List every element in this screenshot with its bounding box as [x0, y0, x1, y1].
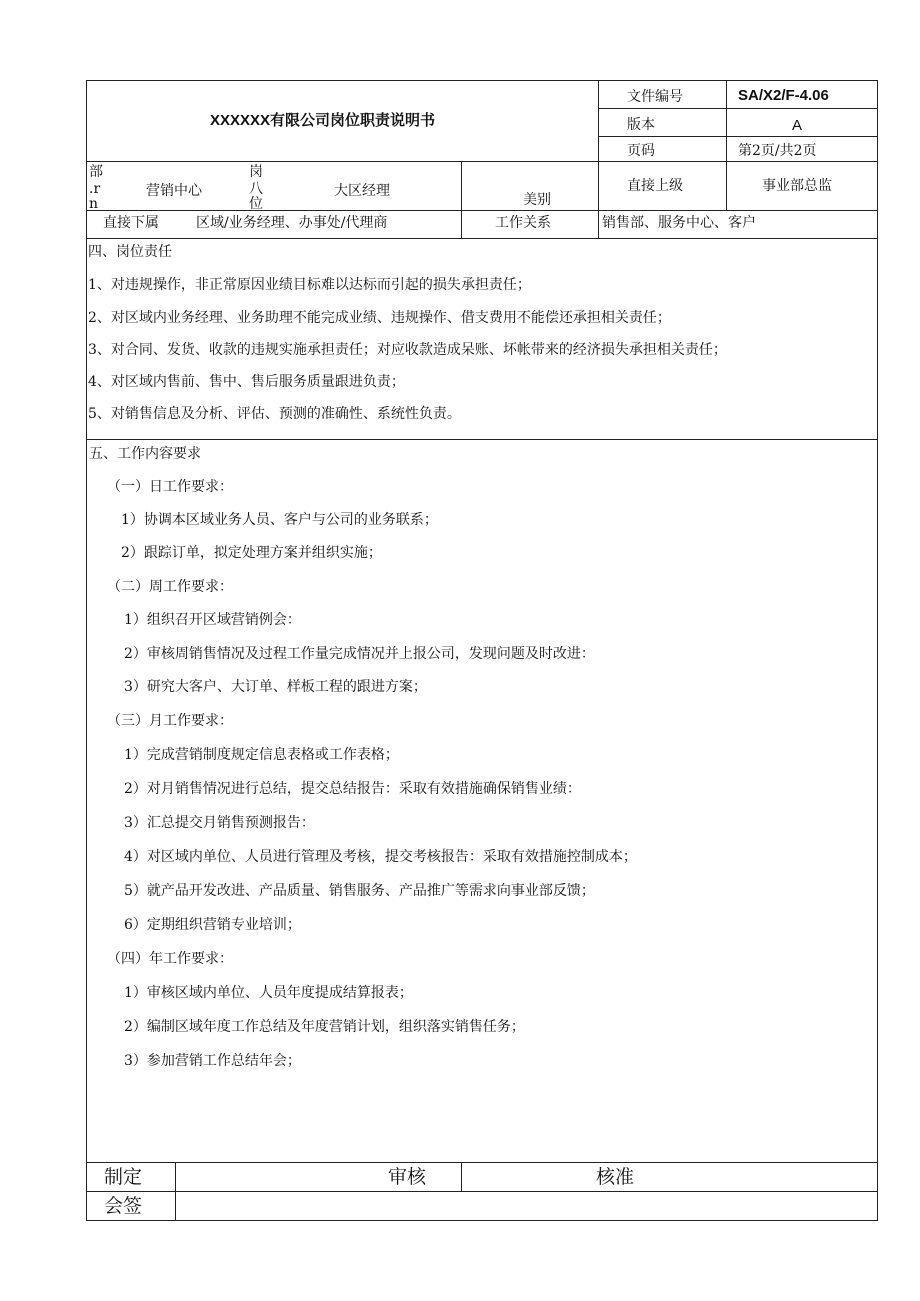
monthly-item-1: 1）完成营销制度规定信息表格或工作表格； — [124, 747, 399, 763]
weekly-item-3: 3）研究大客户、大订单、样板工程的跟进方案； — [124, 679, 427, 695]
version-value: A — [792, 117, 803, 134]
dept-value: 营销中心 — [146, 183, 202, 199]
yearly-item-1: 1）审核区域内单位、人员年度提成结算报表； — [124, 985, 413, 1001]
line-info-v1 — [461, 161, 462, 238]
line-footer-v1 — [175, 1162, 176, 1220]
section4-item-3: 3、对合同、发货、收款的违规实施承担责任；对应收款造成呆账、坏帐带来的经济损失承担相关责任； — [88, 342, 727, 358]
dept-label: 部 — [89, 164, 103, 180]
line-footer-2 — [86, 1191, 878, 1192]
post-label-3: 位 — [249, 196, 263, 212]
daily-item-2: 2）跟踪订单，拟定处理方案并组织实施； — [121, 545, 382, 561]
page-label: 页码 — [627, 143, 655, 159]
section4-item-4: 4、对区域内售前、售中、售后服务质量跟进负责； — [88, 374, 405, 390]
superior-label: 直接上级 — [627, 178, 683, 194]
dept-label-2: .r — [89, 181, 101, 197]
relation-label: 工作关系 — [495, 215, 551, 231]
daily-title: （一）日工作要求： — [107, 479, 233, 495]
yearly-item-2: 2）编制区域年度工作总结及年度营销计划，组织落实销售任务； — [124, 1019, 525, 1035]
subordinate-value: 区域/业务经理、办事处/代理商 — [196, 215, 388, 231]
made-label: 制定 — [104, 1166, 143, 1188]
version-label: 版本 — [627, 117, 655, 133]
monthly-item-6: 6）定期组织营销专业培训； — [124, 917, 301, 933]
doc-title: XXXXXX有限公司岗位职责说明书 — [210, 112, 436, 129]
daily-item-1: 1）协调本区域业务人员、客户与公司的业务联系； — [121, 512, 438, 528]
superior-value: 事业部总监 — [762, 178, 832, 194]
monthly-item-5: 5）就产品开发改进、产品质量、销售服务、产品推广等需求向事业部反馈； — [124, 883, 595, 899]
line-info-1 — [86, 210, 878, 211]
section4-item-2: 2、对区域内业务经理、业务助理不能完成业绩、违规操作、借支费用不能偿还承担相关责任； — [88, 310, 671, 326]
yearly-item-3: 3）参加营销工作总结年会； — [124, 1053, 301, 1069]
line-header-v2 — [726, 80, 727, 161]
yearly-title: （四）年工作要求： — [107, 951, 233, 967]
line-right — [877, 80, 878, 1221]
relation-value: 销售部、服务中心、客户 — [602, 215, 756, 231]
section4-item-5: 5、对销售信息及分析、评估、预测的准确性、系统性负责。 — [88, 406, 461, 422]
doc-no-label: 文件编号 — [627, 89, 683, 105]
weekly-item-1: 1）组织召开区域营销例会： — [124, 612, 301, 628]
weekly-item-2: 2）审核周销售情况及过程工作量完成情况并上报公司，发现问题及时改进： — [124, 646, 595, 662]
line-top — [86, 80, 878, 81]
line-footer-v2 — [461, 1162, 462, 1191]
post-label: 岗 — [249, 164, 263, 180]
doc-no-value: SA/X2/F-4.06 — [738, 87, 829, 104]
dept-label-3: n — [89, 196, 99, 212]
line-header-bottom — [86, 161, 878, 162]
section5-title: 五、工作内容要求 — [89, 446, 201, 462]
line-info-v2 — [726, 161, 727, 210]
monthly-title: （三）月工作要求： — [107, 713, 233, 729]
line-header-r1 — [598, 108, 878, 109]
subordinate-label: 直接下属 — [103, 215, 159, 231]
line-info-2 — [86, 238, 878, 239]
weekly-title: （二）周工作要求： — [107, 579, 233, 595]
post-value: 大区经理 — [334, 183, 390, 199]
line-section-split — [86, 439, 878, 440]
section4-title: 四、岗位责任 — [88, 244, 172, 260]
post-label-2: 八 — [249, 181, 263, 197]
approve-label: 核准 — [596, 1166, 635, 1188]
page-value: 第2页/共2页 — [738, 143, 817, 159]
review-label: 审核 — [388, 1166, 427, 1188]
line-footer-1 — [86, 1162, 878, 1163]
monthly-item-2: 2）对月销售情况进行总结，提交总结报告：采取有效措施确保销售业绩： — [124, 781, 581, 797]
countersign-label: 会签 — [104, 1195, 143, 1217]
category-label: 美别 — [523, 192, 551, 208]
section4-item-1: 1、对违规操作，非正常原因业绩目标难以达标而引起的损失承担责任； — [88, 277, 531, 293]
line-left — [86, 80, 87, 1221]
line-header-r2 — [598, 136, 878, 137]
monthly-item-3: 3）汇总提交月销售预测报告： — [124, 815, 315, 831]
line-header-v1 — [598, 80, 599, 238]
line-bottom — [86, 1220, 878, 1221]
monthly-item-4: 4）对区域内单位、人员进行管理及考核，提交考核报告：采取有效措施控制成本； — [124, 849, 637, 865]
